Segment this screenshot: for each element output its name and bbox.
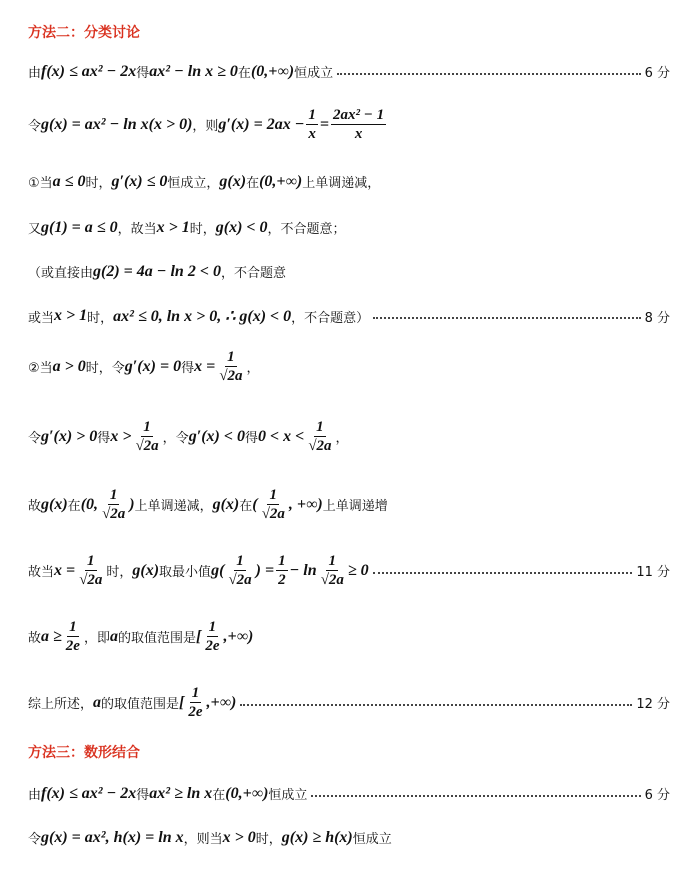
text: 时， <box>189 222 216 237</box>
fraction-numerator: 1 <box>278 553 286 569</box>
text: 上单调递减， <box>134 499 213 514</box>
formula: ,+∞) <box>223 627 254 645</box>
text: 在 <box>237 66 251 81</box>
fraction-numerator: 1 <box>328 553 336 569</box>
text: 时， <box>85 176 112 191</box>
text: 在 <box>67 499 81 514</box>
formula: g(x) = ax², h(x) = ln x <box>41 828 184 846</box>
formula: x = <box>194 357 216 375</box>
formula: x = <box>54 561 76 579</box>
text: 令 <box>28 431 42 446</box>
fraction <box>77 552 104 589</box>
formula: g(x) <box>41 495 68 513</box>
formula: ≥ 0 <box>347 561 369 579</box>
formula: f(x) ≤ ax² − 2x <box>41 784 137 802</box>
fraction-numerator: 1 <box>316 419 324 435</box>
fraction <box>319 552 346 589</box>
formula: ax² ≤ 0, ln x > 0, ∴ g(x) < 0 <box>113 308 292 325</box>
formula: (0, <box>80 495 99 513</box>
fraction <box>133 418 160 455</box>
fraction-denominator: 2e <box>188 704 203 720</box>
fraction-denominator: √2a <box>219 368 243 384</box>
text: 恒成立， <box>167 176 220 191</box>
formula: g(x) <box>212 495 240 513</box>
text: 或当 <box>28 310 55 326</box>
text: 故 <box>28 631 42 646</box>
fraction-denominator: √2a <box>308 438 332 454</box>
text: 令 <box>28 832 42 847</box>
fraction <box>186 684 204 721</box>
dot-leader <box>337 73 640 75</box>
fraction <box>260 486 287 523</box>
text: 又 <box>28 222 42 237</box>
text: ，即 <box>83 631 110 646</box>
fraction-numerator: 1 <box>269 487 277 503</box>
fraction <box>306 106 318 143</box>
text: ，则 <box>192 119 219 134</box>
text: 上单调递增 <box>322 499 388 514</box>
formula: = <box>319 115 330 133</box>
fraction-denominator: √2a <box>102 506 126 522</box>
step-line-13 <box>28 784 670 803</box>
formula: g(2) = 4a − ln 2 < 0 <box>93 262 221 280</box>
fraction-numerator: 1 <box>191 685 200 701</box>
text: 令 <box>28 119 42 134</box>
formula: g′(x) < 0 <box>188 427 245 445</box>
section-heading-method-2 <box>28 22 670 42</box>
fraction-denominator: √2a <box>228 572 252 588</box>
formula: ,+∞) <box>206 693 237 711</box>
fraction <box>100 486 127 523</box>
text: ， <box>335 431 349 446</box>
formula: g(x) <box>219 172 247 190</box>
step-line-7 <box>28 348 670 385</box>
text: 由 <box>28 66 42 81</box>
step-line-2 <box>28 106 670 143</box>
method-2-heading: 方法二：分类讨论 <box>28 25 140 41</box>
formula: x > 1 <box>156 218 190 236</box>
formula: a <box>109 627 118 645</box>
formula: g′(x) = 2ax − <box>218 115 305 133</box>
formula: (0,+∞) <box>250 62 295 80</box>
formula: ( <box>252 495 258 513</box>
formula: ) <box>129 495 135 513</box>
fraction <box>64 618 82 655</box>
text: ，不合题意； <box>267 222 346 237</box>
step-line-3 <box>28 172 670 191</box>
text: 由 <box>28 788 42 803</box>
text: 故当 <box>28 565 55 580</box>
text: 取最小值 <box>159 565 212 580</box>
formula: a ≥ <box>41 627 62 645</box>
formula: g(1) = a ≤ 0 <box>41 218 118 236</box>
step-line-5 <box>28 262 670 281</box>
text: 得 <box>244 431 258 446</box>
fraction <box>331 106 386 143</box>
fraction-denominator: x <box>308 126 316 142</box>
text: 恒成立 <box>352 832 392 847</box>
text: 的取值范围是 <box>101 697 180 712</box>
fraction <box>203 618 221 655</box>
score-label: 8 分 <box>644 310 670 326</box>
formula: 0 < x < <box>257 427 305 445</box>
text: 得 <box>136 66 150 81</box>
dot-leader <box>373 317 640 319</box>
formula: x > 0 <box>222 828 256 846</box>
text: 恒成立 <box>294 66 334 81</box>
fraction <box>217 348 244 385</box>
formula: ax² ≥ ln x <box>149 784 213 802</box>
fraction <box>306 418 333 455</box>
formula: g′(x) > 0 <box>41 427 98 445</box>
formula: x > <box>110 427 132 445</box>
formula: g( <box>211 561 225 579</box>
text: ，不合题意 <box>220 266 286 281</box>
step-line-14 <box>28 828 670 847</box>
formula: a > 0 <box>52 357 86 375</box>
text: ①当 <box>28 176 53 191</box>
formula: g(x) <box>132 561 160 579</box>
formula: , +∞) <box>288 495 323 513</box>
text: 上单调递减， <box>302 176 381 191</box>
score-label: 6 分 <box>644 66 670 81</box>
text: ②当 <box>28 361 53 376</box>
text: ，令 <box>162 431 189 446</box>
formula: − ln <box>289 561 317 579</box>
step-line-6 <box>28 306 670 326</box>
section-heading-method-3 <box>28 742 670 762</box>
dot-leader <box>373 572 633 574</box>
fraction-denominator: √2a <box>135 438 159 454</box>
score-label: 11 分 <box>636 565 670 580</box>
fraction-denominator: x <box>354 126 363 142</box>
score-label: 12 分 <box>636 697 670 712</box>
text: 得 <box>181 361 195 376</box>
step-line-1 <box>28 62 670 81</box>
formula: x > 1 <box>54 307 88 324</box>
text: 在 <box>212 788 226 803</box>
text: （或直接由 <box>28 266 94 281</box>
text: ，不合题意） <box>291 310 370 326</box>
formula: ax² − ln x ≥ 0 <box>149 62 238 80</box>
step-line-10 <box>28 552 670 589</box>
text: 时，令 <box>85 361 125 376</box>
fraction-numerator: 1 <box>69 619 77 635</box>
text: 在 <box>246 176 260 191</box>
fraction-numerator: 1 <box>236 553 244 569</box>
formula: f(x) ≤ ax² − 2x <box>41 62 137 80</box>
formula: a ≤ 0 <box>52 172 86 190</box>
text: 综上所述， <box>28 697 94 712</box>
formula: [ <box>196 627 202 645</box>
text: 时， <box>87 310 114 326</box>
dot-leader <box>311 795 640 797</box>
text: 在 <box>239 499 253 514</box>
text: 得 <box>136 788 150 803</box>
formula: (0,+∞) <box>259 172 303 190</box>
formula: g(x) < 0 <box>215 218 268 236</box>
fraction-denominator: √2a <box>320 572 344 588</box>
text: 时， <box>106 565 133 580</box>
step-line-9 <box>28 486 670 523</box>
text: 时， <box>255 832 282 847</box>
score-label: 6 分 <box>644 788 670 803</box>
text: 得 <box>97 431 111 446</box>
fraction <box>276 552 288 589</box>
fraction-denominator: 2e <box>65 638 80 654</box>
fraction-numerator: 1 <box>143 419 151 435</box>
method-3-heading: 方法三：数形结合 <box>28 745 140 761</box>
text: 恒成立 <box>268 788 308 803</box>
formula: g(x) = ax² − ln x(x > 0) <box>41 115 193 133</box>
text: 的取值范围是 <box>117 631 196 646</box>
fraction-numerator: 2ax² − 1 <box>333 107 385 123</box>
formula: [ <box>179 693 185 711</box>
dot-leader <box>240 704 632 706</box>
fraction-denominator: 2 <box>278 572 286 588</box>
text: 故 <box>28 499 42 514</box>
step-line-4 <box>28 218 670 237</box>
step-line-11 <box>28 618 670 655</box>
fraction-denominator: √2a <box>261 506 285 522</box>
fraction <box>226 552 253 589</box>
fraction-numerator: 1 <box>208 619 217 635</box>
fraction-numerator: 1 <box>87 553 95 569</box>
formula: g(x) ≥ h(x) <box>281 828 353 846</box>
formula: ) = <box>255 561 275 579</box>
fraction-denominator: 2e <box>205 638 220 654</box>
text: ， <box>246 361 260 376</box>
fraction-denominator: √2a <box>79 572 103 588</box>
formula: a <box>93 693 102 711</box>
formula: g′(x) = 0 <box>124 357 182 375</box>
fraction-numerator: 1 <box>308 107 316 123</box>
formula: (0,+∞) <box>225 784 269 802</box>
formula: g′(x) ≤ 0 <box>111 172 168 190</box>
step-line-12 <box>28 684 670 721</box>
step-line-8 <box>28 418 670 455</box>
fraction-numerator: 1 <box>227 349 235 365</box>
text: ，则当 <box>183 832 223 847</box>
fraction-numerator: 1 <box>109 487 118 503</box>
text: ，故当 <box>117 222 157 237</box>
